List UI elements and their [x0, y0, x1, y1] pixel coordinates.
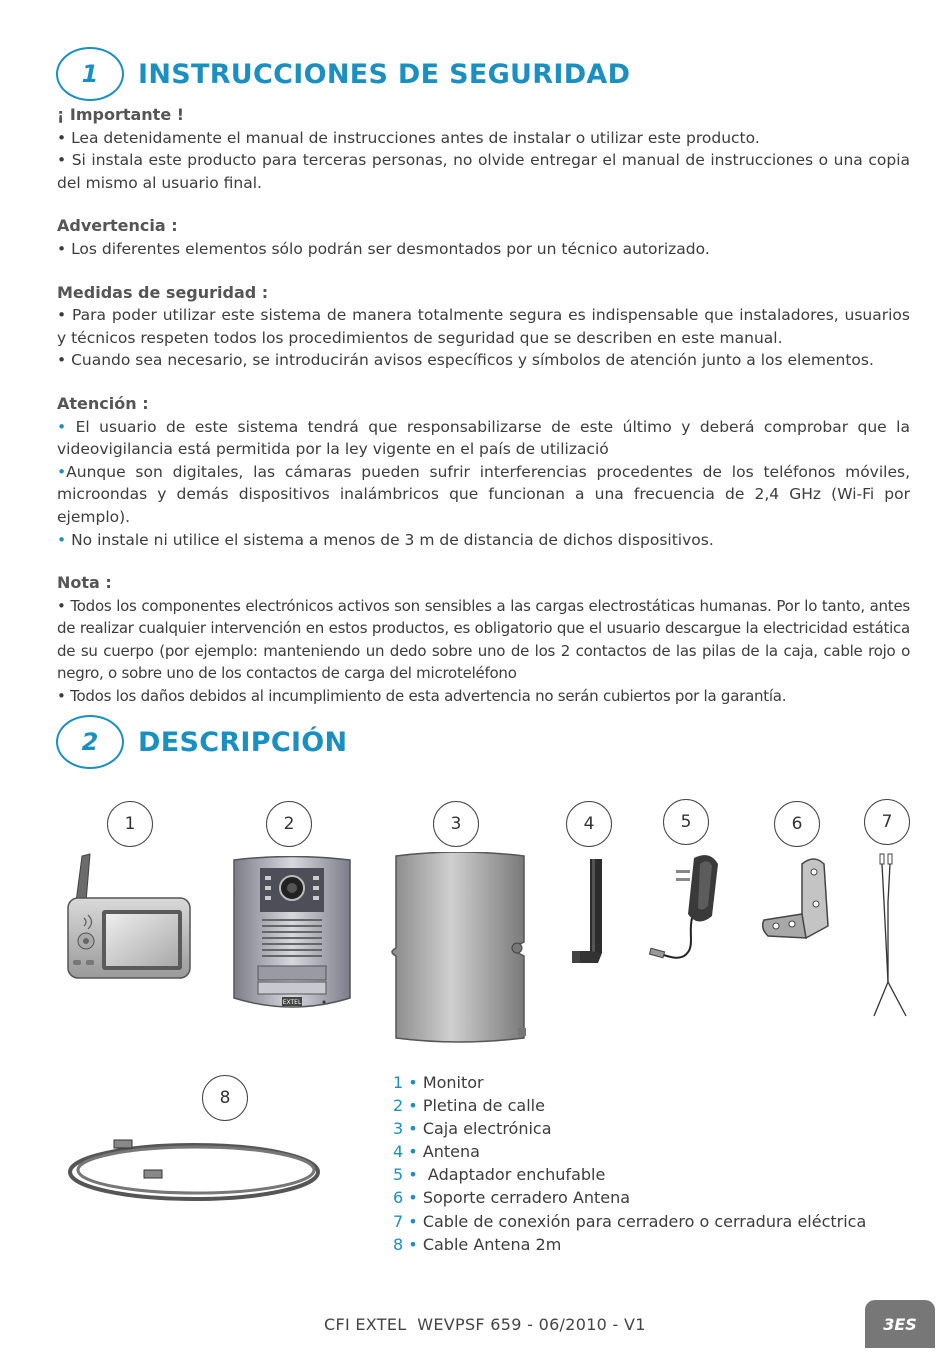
important-item: • Si instala este producto para terceras personas, no olvide entregar el manual de instrucciones o una copia del mismo al usuario final. [57, 151, 910, 192]
legend-label: Caja electrónica [422, 1119, 552, 1139]
bullet-icon: • [57, 530, 67, 549]
legend-item [393, 1210, 866, 1233]
bullet-icon: • [57, 462, 67, 481]
attention-item [57, 461, 910, 529]
safety-measures-item: • Cuando sea necesario, se introducirán avisos específicos y símbolos de atención junto a los elementos. [57, 351, 874, 370]
legend-number: 2 • [393, 1096, 418, 1116]
part-number-5: 5 [663, 799, 709, 845]
important-block [57, 104, 910, 194]
legend-item [393, 1094, 866, 1117]
note-item: • Todos los componentes electrónicos activos son sensibles a las cargas electrostáticas humanas. Por lo tanto, antes de realizar cualquier intervención en estos productos, es obligatorio que el usuario descargue la electricidad estática de su cuerpo (por ejemplo: manteniendo un dedo sobre uno de los 2 contactos de las pilas de la caja, cable rojo o negro, o sobre uno de los contactos de carga del microteléfono [57, 596, 910, 683]
safety-measures-block [57, 282, 910, 372]
part-number-7: 7 [864, 799, 910, 845]
antenna-bracket-image [762, 854, 838, 946]
part-number-6: 6 [774, 801, 820, 847]
legend-label: Pletina de calle [422, 1096, 545, 1116]
legend-number: 1 • [393, 1073, 418, 1092]
bullet-icon: • [57, 417, 67, 436]
page-number-tab: 3ES [865, 1300, 935, 1348]
legend-label: Antena [422, 1142, 480, 1162]
legend-label: Adaptador enchufable [422, 1165, 606, 1185]
legend-item [393, 1163, 866, 1186]
important-item: • Lea detenidamente el manual de instrucciones antes de instalar o utilizar este producto. [57, 128, 760, 147]
part-number-8: 8 [202, 1075, 248, 1121]
legend-item [393, 1117, 866, 1140]
legend-label: Cable de conexión para cerradero o cerradura eléctrica [422, 1211, 867, 1231]
safety-instructions [57, 104, 910, 729]
legend-item [393, 1140, 866, 1163]
legend-number: 4 • [393, 1142, 418, 1162]
document-reference: CFI EXTEL WEVPSF 659 - 06/2010 - V1 [324, 1315, 646, 1334]
important-heading: ¡ Importante ! [57, 105, 185, 124]
legend-number: 8 • [393, 1234, 418, 1254]
electronic-box-image [386, 852, 532, 1046]
power-adapter-image [646, 852, 726, 967]
section-2-title: DESCRIPCIÓN [138, 726, 348, 758]
attention-item [57, 416, 910, 461]
section-2-heading [56, 715, 347, 769]
section-1-title: INSTRUCCIONES DE SEGURIDAD [138, 58, 631, 90]
street-plate-image [232, 856, 352, 1014]
part-number-3: 3 [433, 801, 479, 847]
attention-item-text: El usuario de este sistema tendrá que responsabilizarse de este último y deberá comprobar que la videovigilancia está permitida por la ley vigente en el país de utilizació [57, 417, 910, 459]
legend-label: Monitor [422, 1073, 484, 1092]
legend-label: Soporte cerradero Antena [422, 1188, 631, 1208]
note-block [57, 572, 910, 708]
warning-block [57, 215, 910, 260]
legend-item [393, 1186, 866, 1209]
legend-number: 7 • [393, 1211, 418, 1231]
section-2-number: 2 [56, 715, 124, 769]
safety-measures-heading: Medidas de seguridad : [57, 282, 269, 302]
attention-item-text: No instale ni utilice el sistema a menos de 3 m de distancia de dichos dispositivos. [66, 530, 714, 549]
warning-heading: Advertencia : [57, 216, 178, 236]
connection-cable-image [866, 852, 912, 1020]
attention-block [57, 393, 910, 551]
legend-number: 6 • [393, 1188, 418, 1208]
legend-item [393, 1071, 866, 1094]
part-number-2: 2 [266, 801, 312, 847]
antenna-image [568, 857, 608, 969]
attention-item [57, 529, 910, 552]
note-item: • Todos los daños debidos al incumplimiento de esta advertencia no serán cubiertos por la garantía. [57, 687, 787, 706]
parts-legend [393, 1071, 866, 1256]
attention-heading: Atención : [57, 393, 149, 413]
warning-item: • Los diferentes elementos sólo podrán ser desmontados por un técnico autorizado. [57, 239, 710, 258]
legend-label: Cable Antena 2m [422, 1234, 562, 1254]
part-number-1: 1 [107, 801, 153, 847]
part-number-4: 4 [566, 801, 612, 847]
section-1-heading [56, 47, 630, 101]
legend-item [393, 1233, 866, 1256]
monitor-image [62, 852, 194, 982]
antenna-cable-image [64, 1134, 328, 1206]
legend-number: 5 • [393, 1165, 418, 1185]
legend-number: 3 • [393, 1119, 418, 1139]
note-heading: Nota : [57, 573, 112, 593]
section-1-number: 1 [56, 47, 124, 101]
plate-brand-label: EXTEL [282, 999, 302, 1006]
safety-measures-item: • Para poder utilizar este sistema de manera totalmente segura es indispensable que instaladores, usuarios y técnicos respeten todos los procedimientos de seguridad que se describen en este manual. [57, 306, 910, 347]
attention-item-text: Aunque son digitales, las cámaras pueden sufrir interferencias procedentes de los teléfonos móviles, microondas y demás dispositivos inalámbricos que funcionan a una frecuencia de 2,4 GHz (Wi-Fi por ejemplo). [57, 462, 910, 526]
